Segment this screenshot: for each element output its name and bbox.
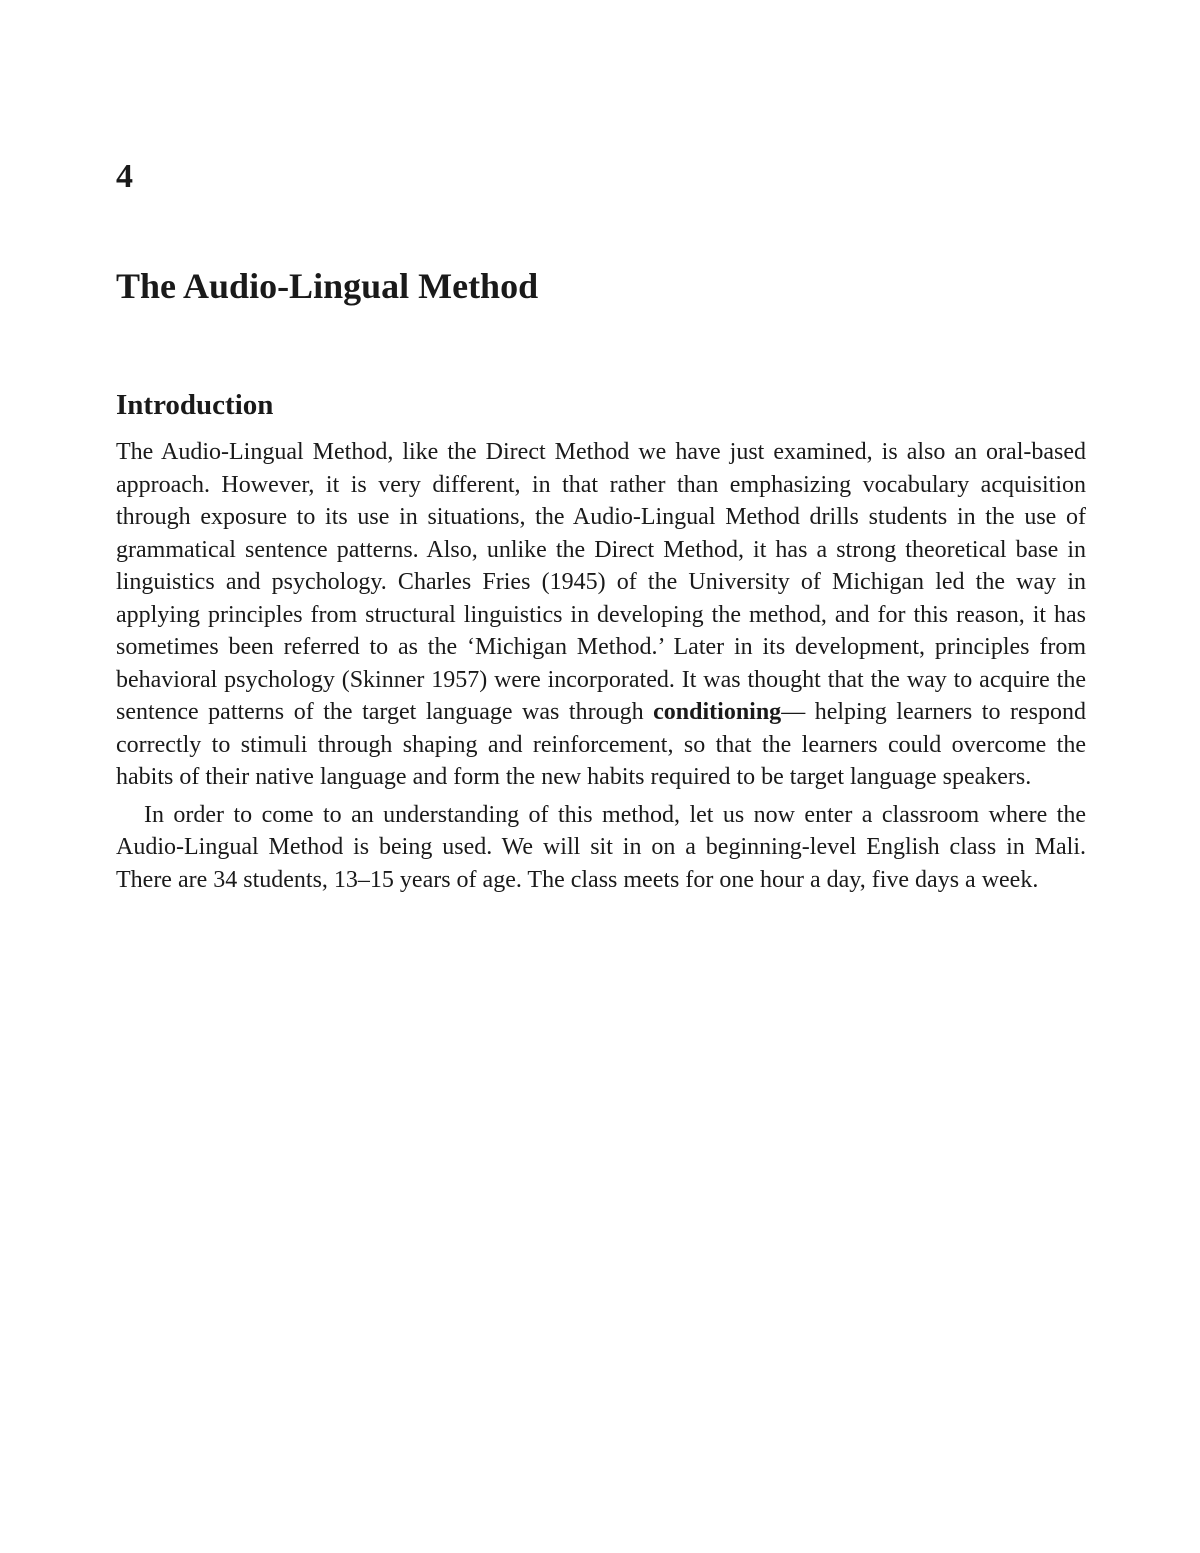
paragraph-1-text-continued: — helping learners to respond correctly to stimuli through shaping and reinforcement, so that the learners could overcome the habits of their native language and form the new habits required to be target language speakers. [116,699,1086,790]
key-term-conditioning: conditioning [653,699,782,725]
chapter-title: The Audio-Lingual Method [116,266,539,306]
paragraph-2: In order to come to an understanding of this method, let us now enter a classroom where the Audio-Lingual Method is being used. We will sit in on a beginning-level English class in Mali. There are 34 students, 13–15 years of age. The class meets for one hour a day, five days a week. [116,801,1086,893]
paragraph-1-text: The Audio-Lingual Method, like the Direct Method we have just examined, is also an oral-based approach. However, it is very different, in that rather than emphasizing vocabulary acquisition through exposure to its use in situations, the Audio-Lingual Method drills students in the use of grammatical sentence patterns. Also, unlike the Direct Method, it has a strong theoretical base in linguistics and psychology. Charles Fries (1945) of the University of Michigan led the way in applying principles from structural linguistics in developing the method, and for this reason, it has sometimes been referred to as the ‘Michigan Method.’ Later in its development, principles from behavioral psychology (Skinner 1957) were incorporated. It was thought that the way to acquire the sentence patterns of the target language was through [116,439,1086,725]
section-heading: Introduction [116,389,274,421]
paragraph-1 [116,436,1086,794]
body-text [116,436,1086,896]
chapter-number: 4 [116,158,133,195]
